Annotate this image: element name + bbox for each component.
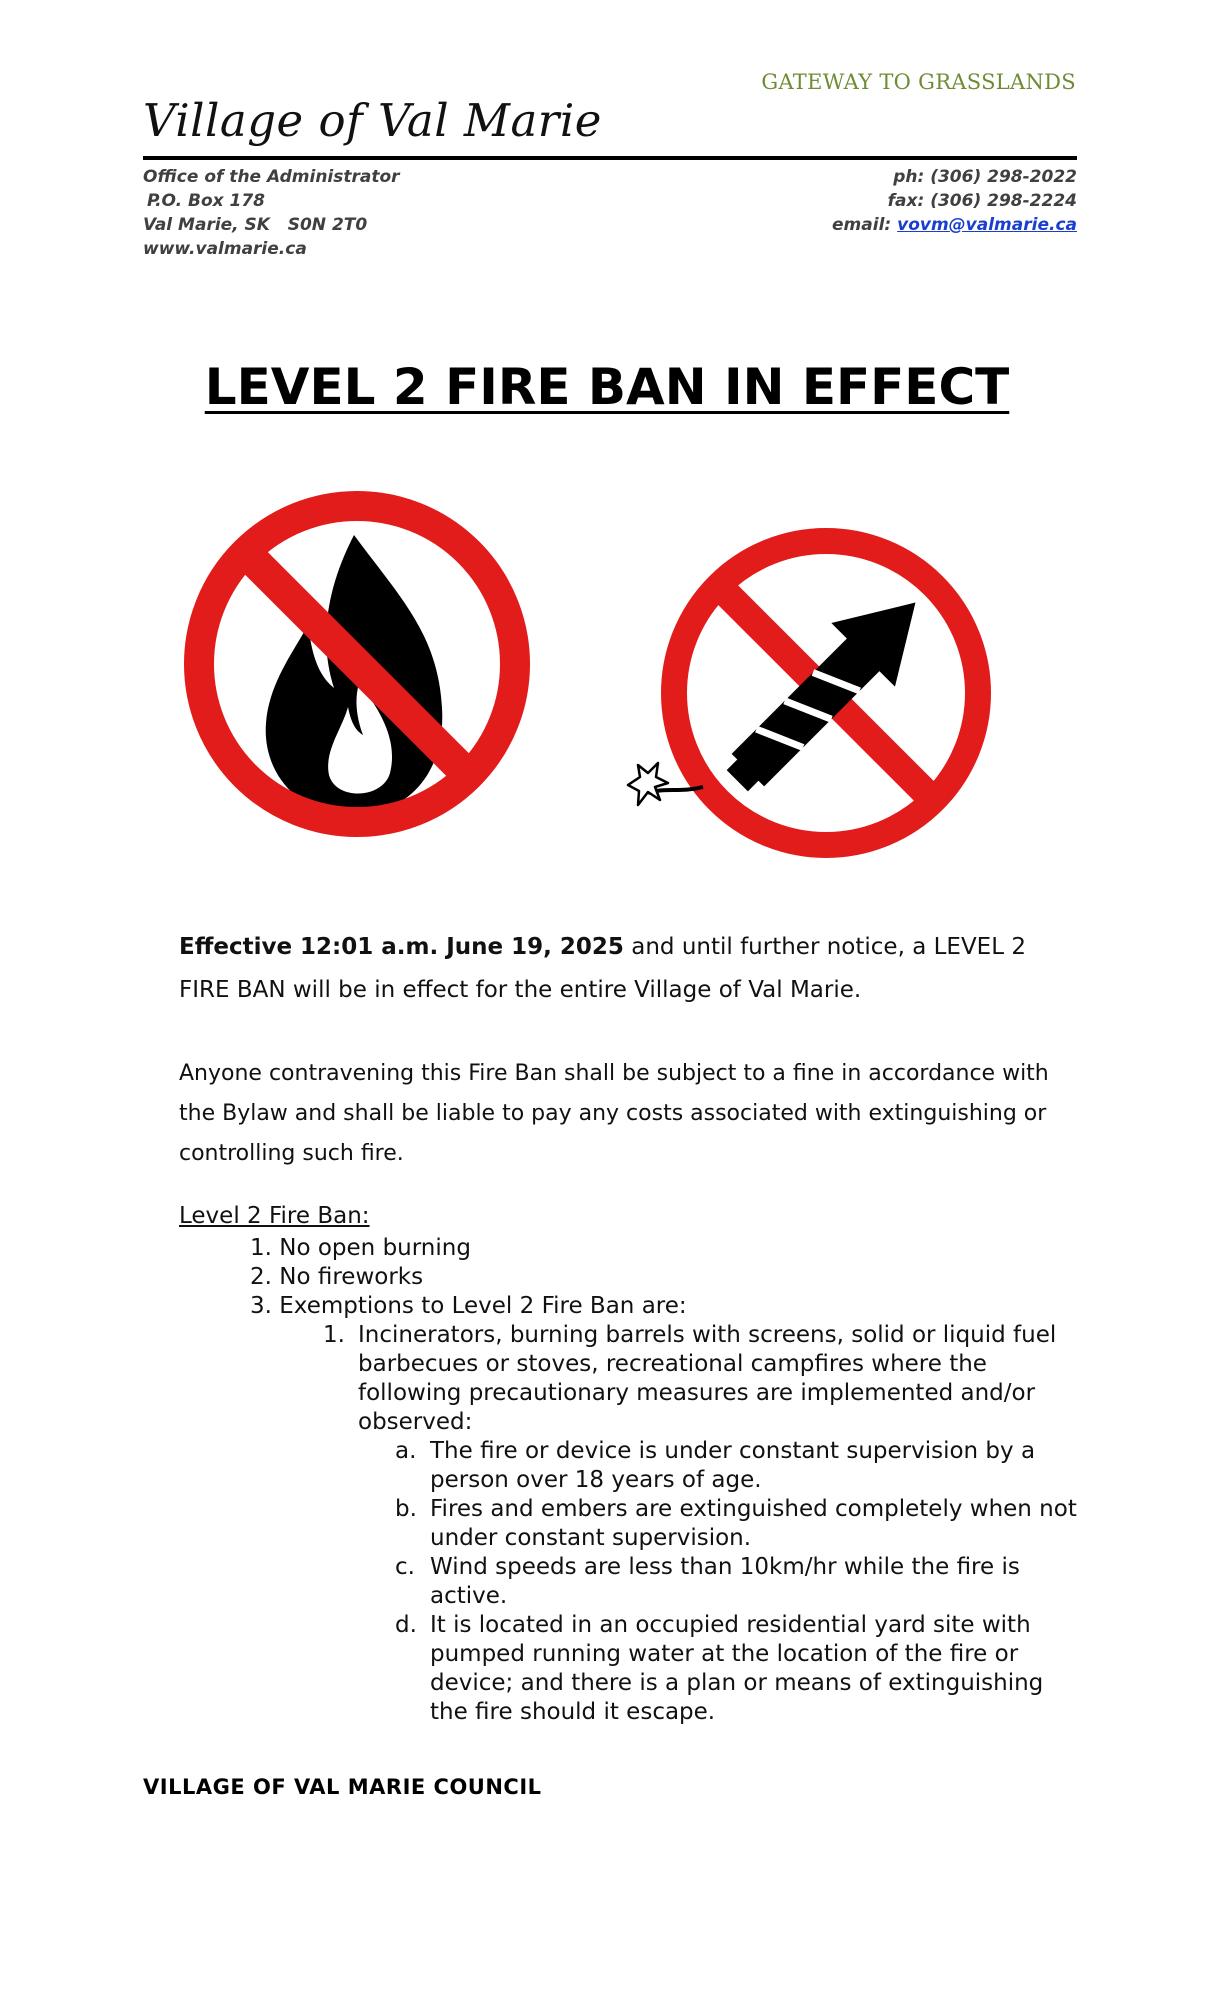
list-item — [250, 1234, 471, 1263]
effective-paragraph — [179, 926, 1079, 1012]
measure-text: Wind speeds are less than 10km/hr while the fire is active. — [430, 1554, 1020, 1609]
spark-icon — [628, 763, 668, 805]
measure-letter: a. — [395, 1438, 417, 1464]
measure-text: The fire or device is under constant supervision by a person over 18 years of age. — [430, 1438, 1036, 1493]
contact-block — [760, 165, 1077, 237]
list-number: 1. — [250, 1235, 272, 1261]
list-text: Exemptions to Level 2 Fire Ban are: — [279, 1293, 687, 1319]
po-box-line: P.O. Box 178 — [147, 191, 265, 211]
measure-text: Fires and embers are extinguished completely when not under constant supervision. — [430, 1496, 1077, 1551]
measure-letter: c. — [395, 1554, 415, 1580]
office-line: Office of the Administrator — [143, 167, 400, 187]
exemption-number: 1. — [323, 1322, 345, 1348]
measure-letter: b. — [395, 1496, 417, 1522]
email-line — [760, 213, 1077, 237]
exemption-text: Incinerators, burning barrels with screens, solid or liquid fuel barbecues or stoves, recreational campfires where the following precautionary measures are implemented and/or observed: — [358, 1322, 1057, 1435]
list-text: No open burning — [279, 1235, 471, 1261]
list-text: No fireworks — [279, 1264, 424, 1290]
list-number: 3. — [250, 1293, 272, 1319]
phone-line: ph: (306) 298-2022 — [893, 167, 1077, 187]
email-link[interactable]: vovm@valmarie.ca — [897, 215, 1077, 235]
address-block — [143, 165, 400, 261]
tagline: GATEWAY TO GRASSLANDS — [761, 70, 1076, 94]
email-label: email: — [832, 215, 898, 235]
effective-text: and until further notice, a LEVEL 2 FIRE BAN will be in effect for the entire Village of Val Marie. — [179, 934, 1026, 1003]
effective-date: Effective 12:01 a.m. June 19, 2025 — [179, 934, 624, 960]
village-title: Village of Val Marie — [143, 94, 602, 147]
header-divider — [143, 156, 1077, 160]
page-title: LEVEL 2 FIRE BAN IN EFFECT — [204, 358, 1010, 416]
list-item — [250, 1292, 687, 1321]
no-fire-icon — [176, 483, 538, 845]
council-signature: VILLAGE OF VAL MARIE COUNCIL — [143, 1775, 542, 1799]
website-line: www.valmarie.ca — [143, 239, 307, 259]
no-fireworks-icon — [608, 515, 1000, 860]
city-line: Val Marie, SK S0N 2T0 — [143, 215, 368, 235]
list-item — [250, 1263, 423, 1292]
measure-text: It is located in an occupied residential yard site with pumped running water at the location of the fire or device; and there is a plan or means of extinguishing the fire should it escape. — [430, 1612, 1044, 1725]
measure-letter: d. — [395, 1612, 417, 1638]
list-number: 2. — [250, 1264, 272, 1290]
fine-paragraph: Anyone contravening this Fire Ban shall be subject to a fine in accordance with the Bylaw and shall be liable to pay any costs associated with extinguishing or controlling such fire. — [179, 1061, 1049, 1166]
fax-line: fax: (306) 298-2224 — [887, 191, 1077, 211]
ban-heading: Level 2 Fire Ban: — [179, 1203, 370, 1229]
